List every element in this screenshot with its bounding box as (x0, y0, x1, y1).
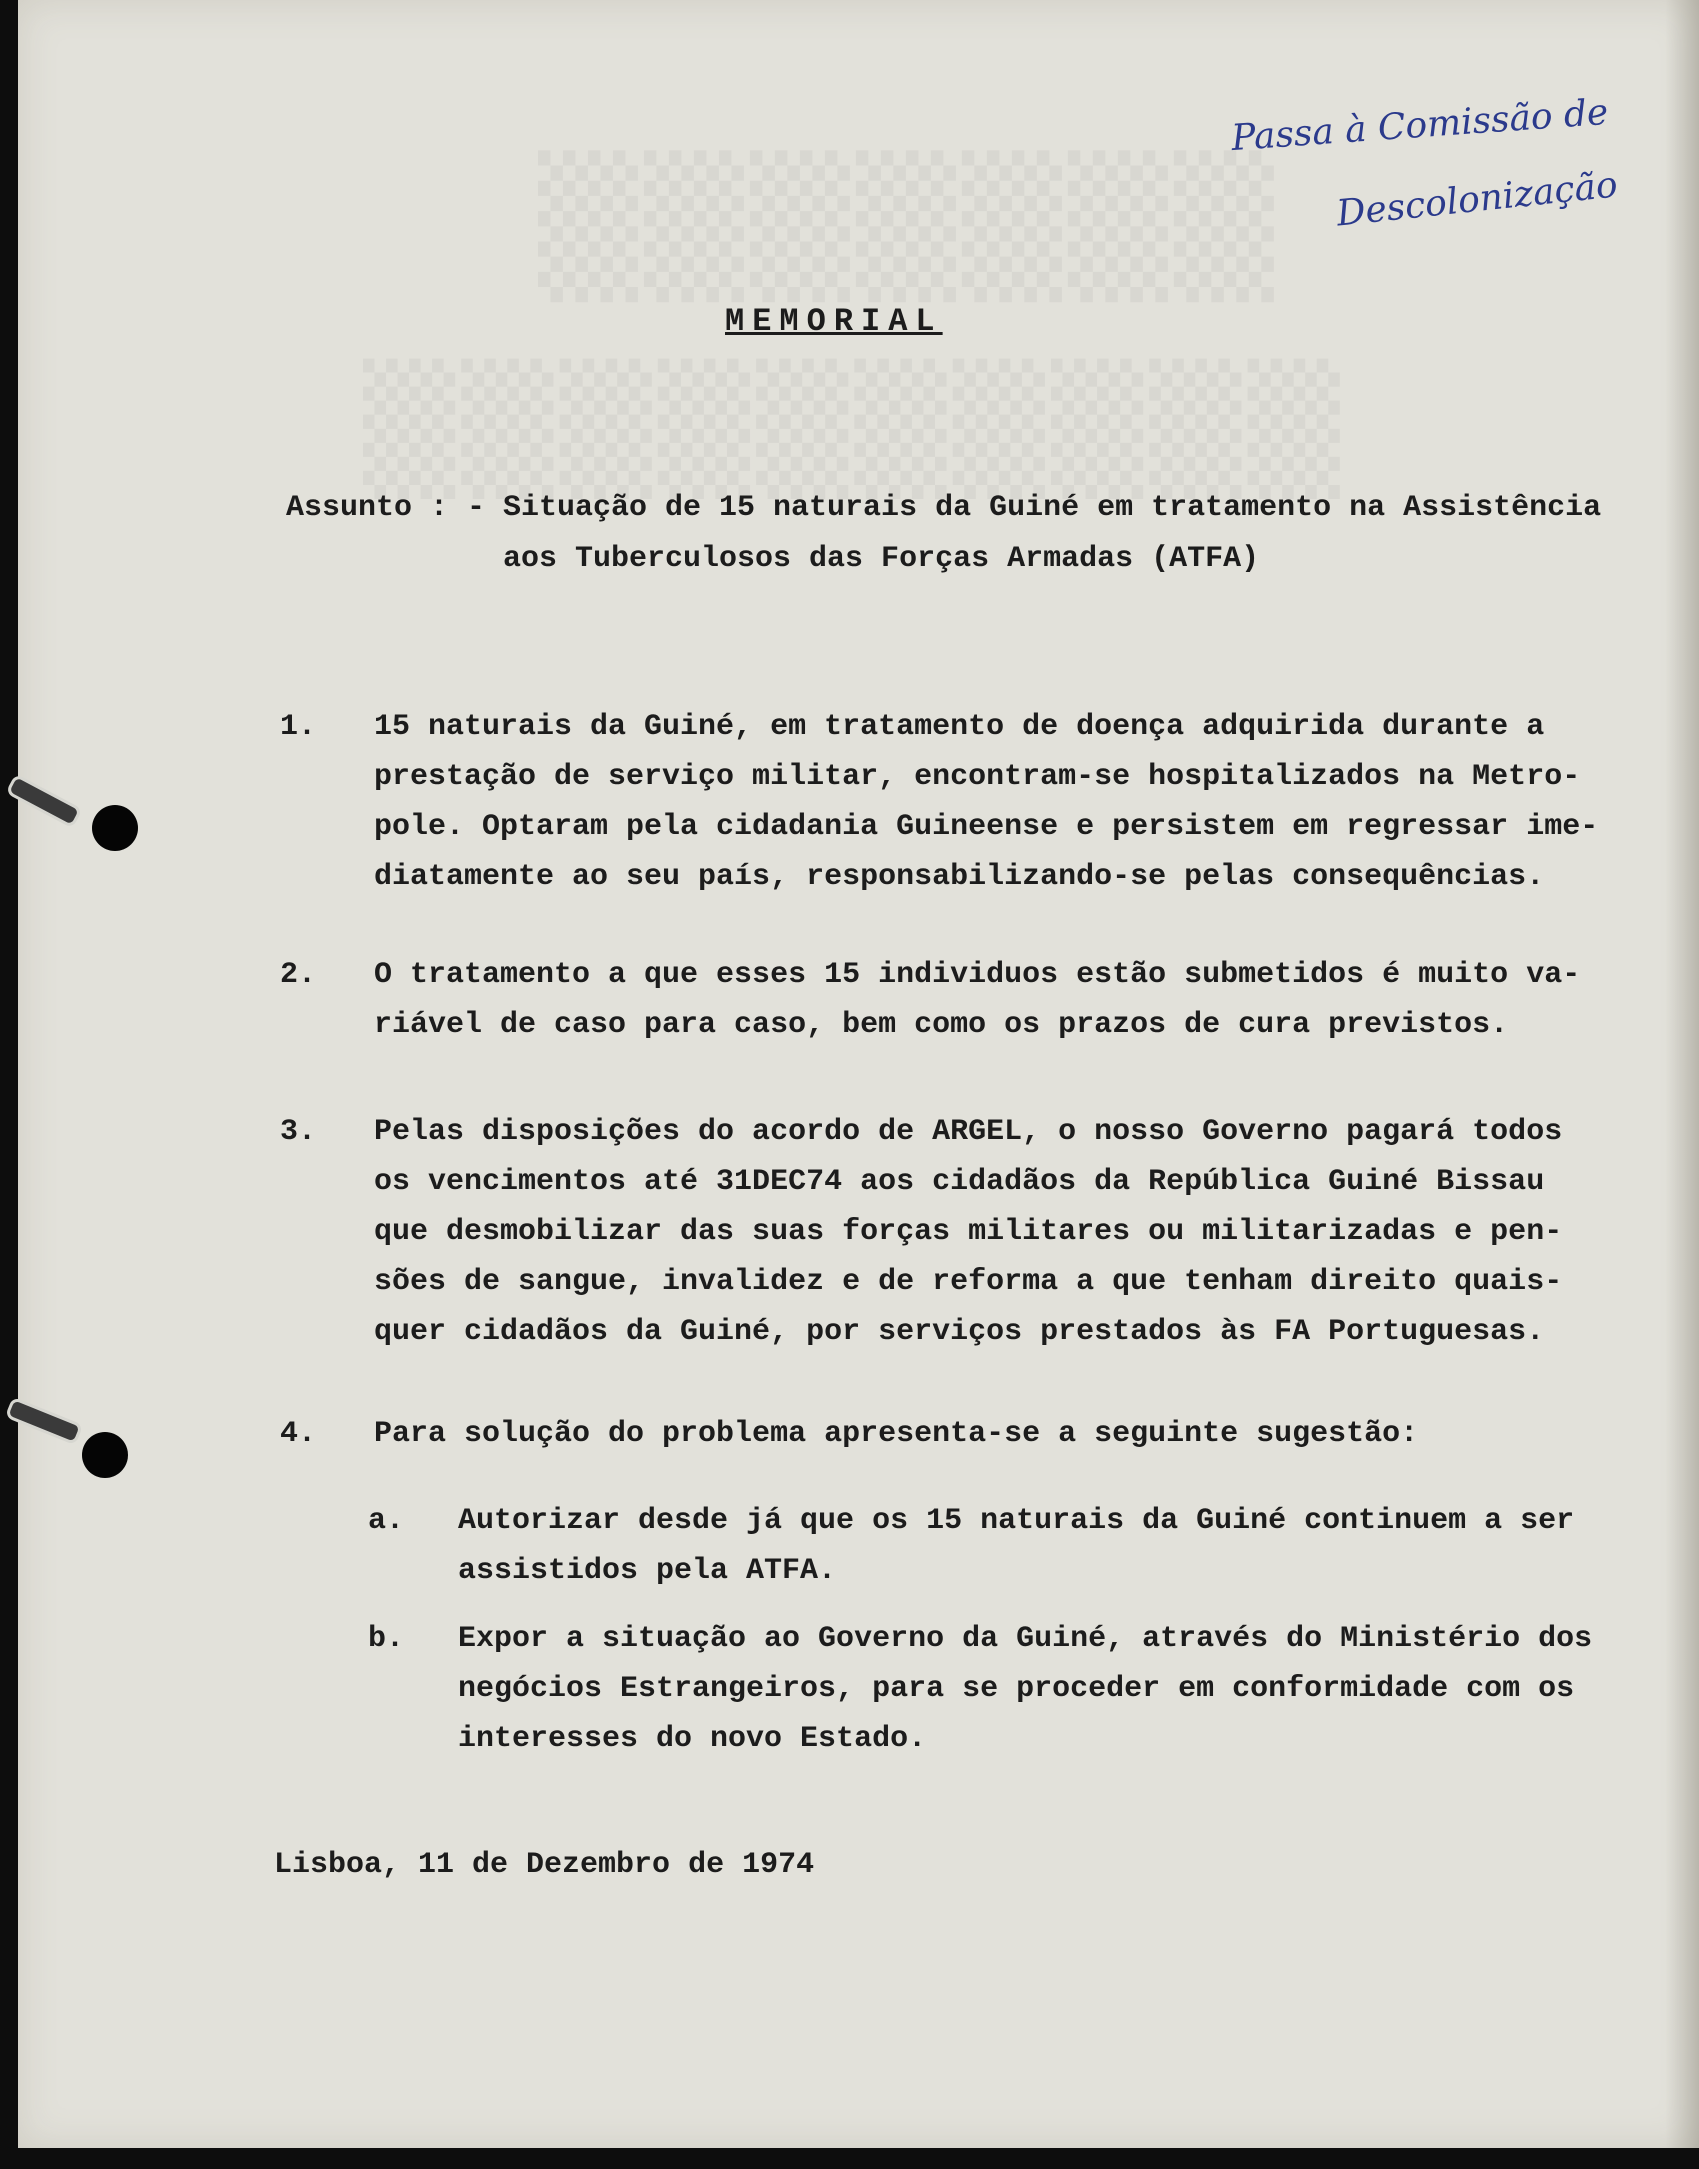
item-4-line: Para solução do problema apresenta-se a seguinte sugestão: (374, 1417, 1419, 1451)
subitem-a-line: Autorizar desde já que os 15 naturais da Guiné continuem a ser (458, 1504, 1575, 1538)
item-2-line: O tratamento a que esses 15 individuos estão submetidos é muito va- (374, 958, 1581, 992)
item-number: 2. (280, 958, 317, 992)
item-number: 1. (280, 710, 317, 744)
subject-line-1: Situação de 15 naturais da Guiné em tratamento na Assistência (503, 491, 1602, 525)
handwritten-annotation-line-2: Descolonização (1334, 164, 1620, 235)
subitem-letter: a. (368, 1504, 405, 1538)
bleed-through-mark: ▒▒▒▒▒▒▒ (538, 150, 1280, 302)
punch-hole (82, 1432, 128, 1478)
item-1-line: diatamente ao seu país, responsabilizando-se pelas consequências. (374, 860, 1545, 894)
subitem-a-line: assistidos pela ATFA. (458, 1554, 837, 1588)
item-3-line: Pelas disposições do acordo de ARGEL, o nosso Governo pagará todos (374, 1115, 1563, 1149)
subject-dash: - (467, 491, 486, 525)
item-number: 4. (280, 1417, 317, 1451)
bleed-through-mark: ▒▒▒▒▒▒▒▒▒▒ (363, 360, 1346, 499)
item-3-line: sões de sangue, invalidez e de reforma a que tenham direito quais- (374, 1265, 1563, 1299)
subitem-b-line: negócios Estrangeiros, para se proceder em conformidade com os (458, 1672, 1575, 1706)
item-number: 3. (280, 1115, 317, 1149)
item-3-line: quer cidadãos da Guiné, por serviços prestados às FA Portuguesas. (374, 1315, 1545, 1349)
subitem-b-line: Expor a situação ao Governo da Guiné, através do Ministério dos (458, 1622, 1593, 1656)
item-1-line: 15 naturais da Guiné, em tratamento de doença adquirida durante a (374, 710, 1545, 744)
item-3-line: os vencimentos até 31DEC74 aos cidadãos da República Guiné Bissau (374, 1165, 1545, 1199)
item-2-line: riável de caso para caso, bem como os prazos de cura previstos. (374, 1008, 1509, 1042)
item-1-line: prestação de serviço militar, encontram-se hospitalizados na Metro- (374, 760, 1581, 794)
subject-line-2: aos Tuberculosos das Forças Armadas (ATFA) (503, 542, 1260, 576)
handwritten-annotation-line-1: Passa à Comissão de (1230, 91, 1610, 160)
date-line: Lisboa, 11 de Dezembro de 1974 (274, 1848, 815, 1882)
punch-hole (92, 805, 138, 851)
document-page (18, 0, 1699, 2148)
subitem-b-line: interesses do novo Estado. (458, 1722, 927, 1756)
item-1-line: pole. Optaram pela cidadania Guineense e persistem em regressar ime- (374, 810, 1599, 844)
subitem-letter: b. (368, 1622, 405, 1656)
page-title: MEMORIAL (725, 303, 943, 340)
subject-label: Assunto : (286, 491, 449, 525)
item-3-line: que desmobilizar das suas forças militares ou militarizadas e pen- (374, 1215, 1563, 1249)
